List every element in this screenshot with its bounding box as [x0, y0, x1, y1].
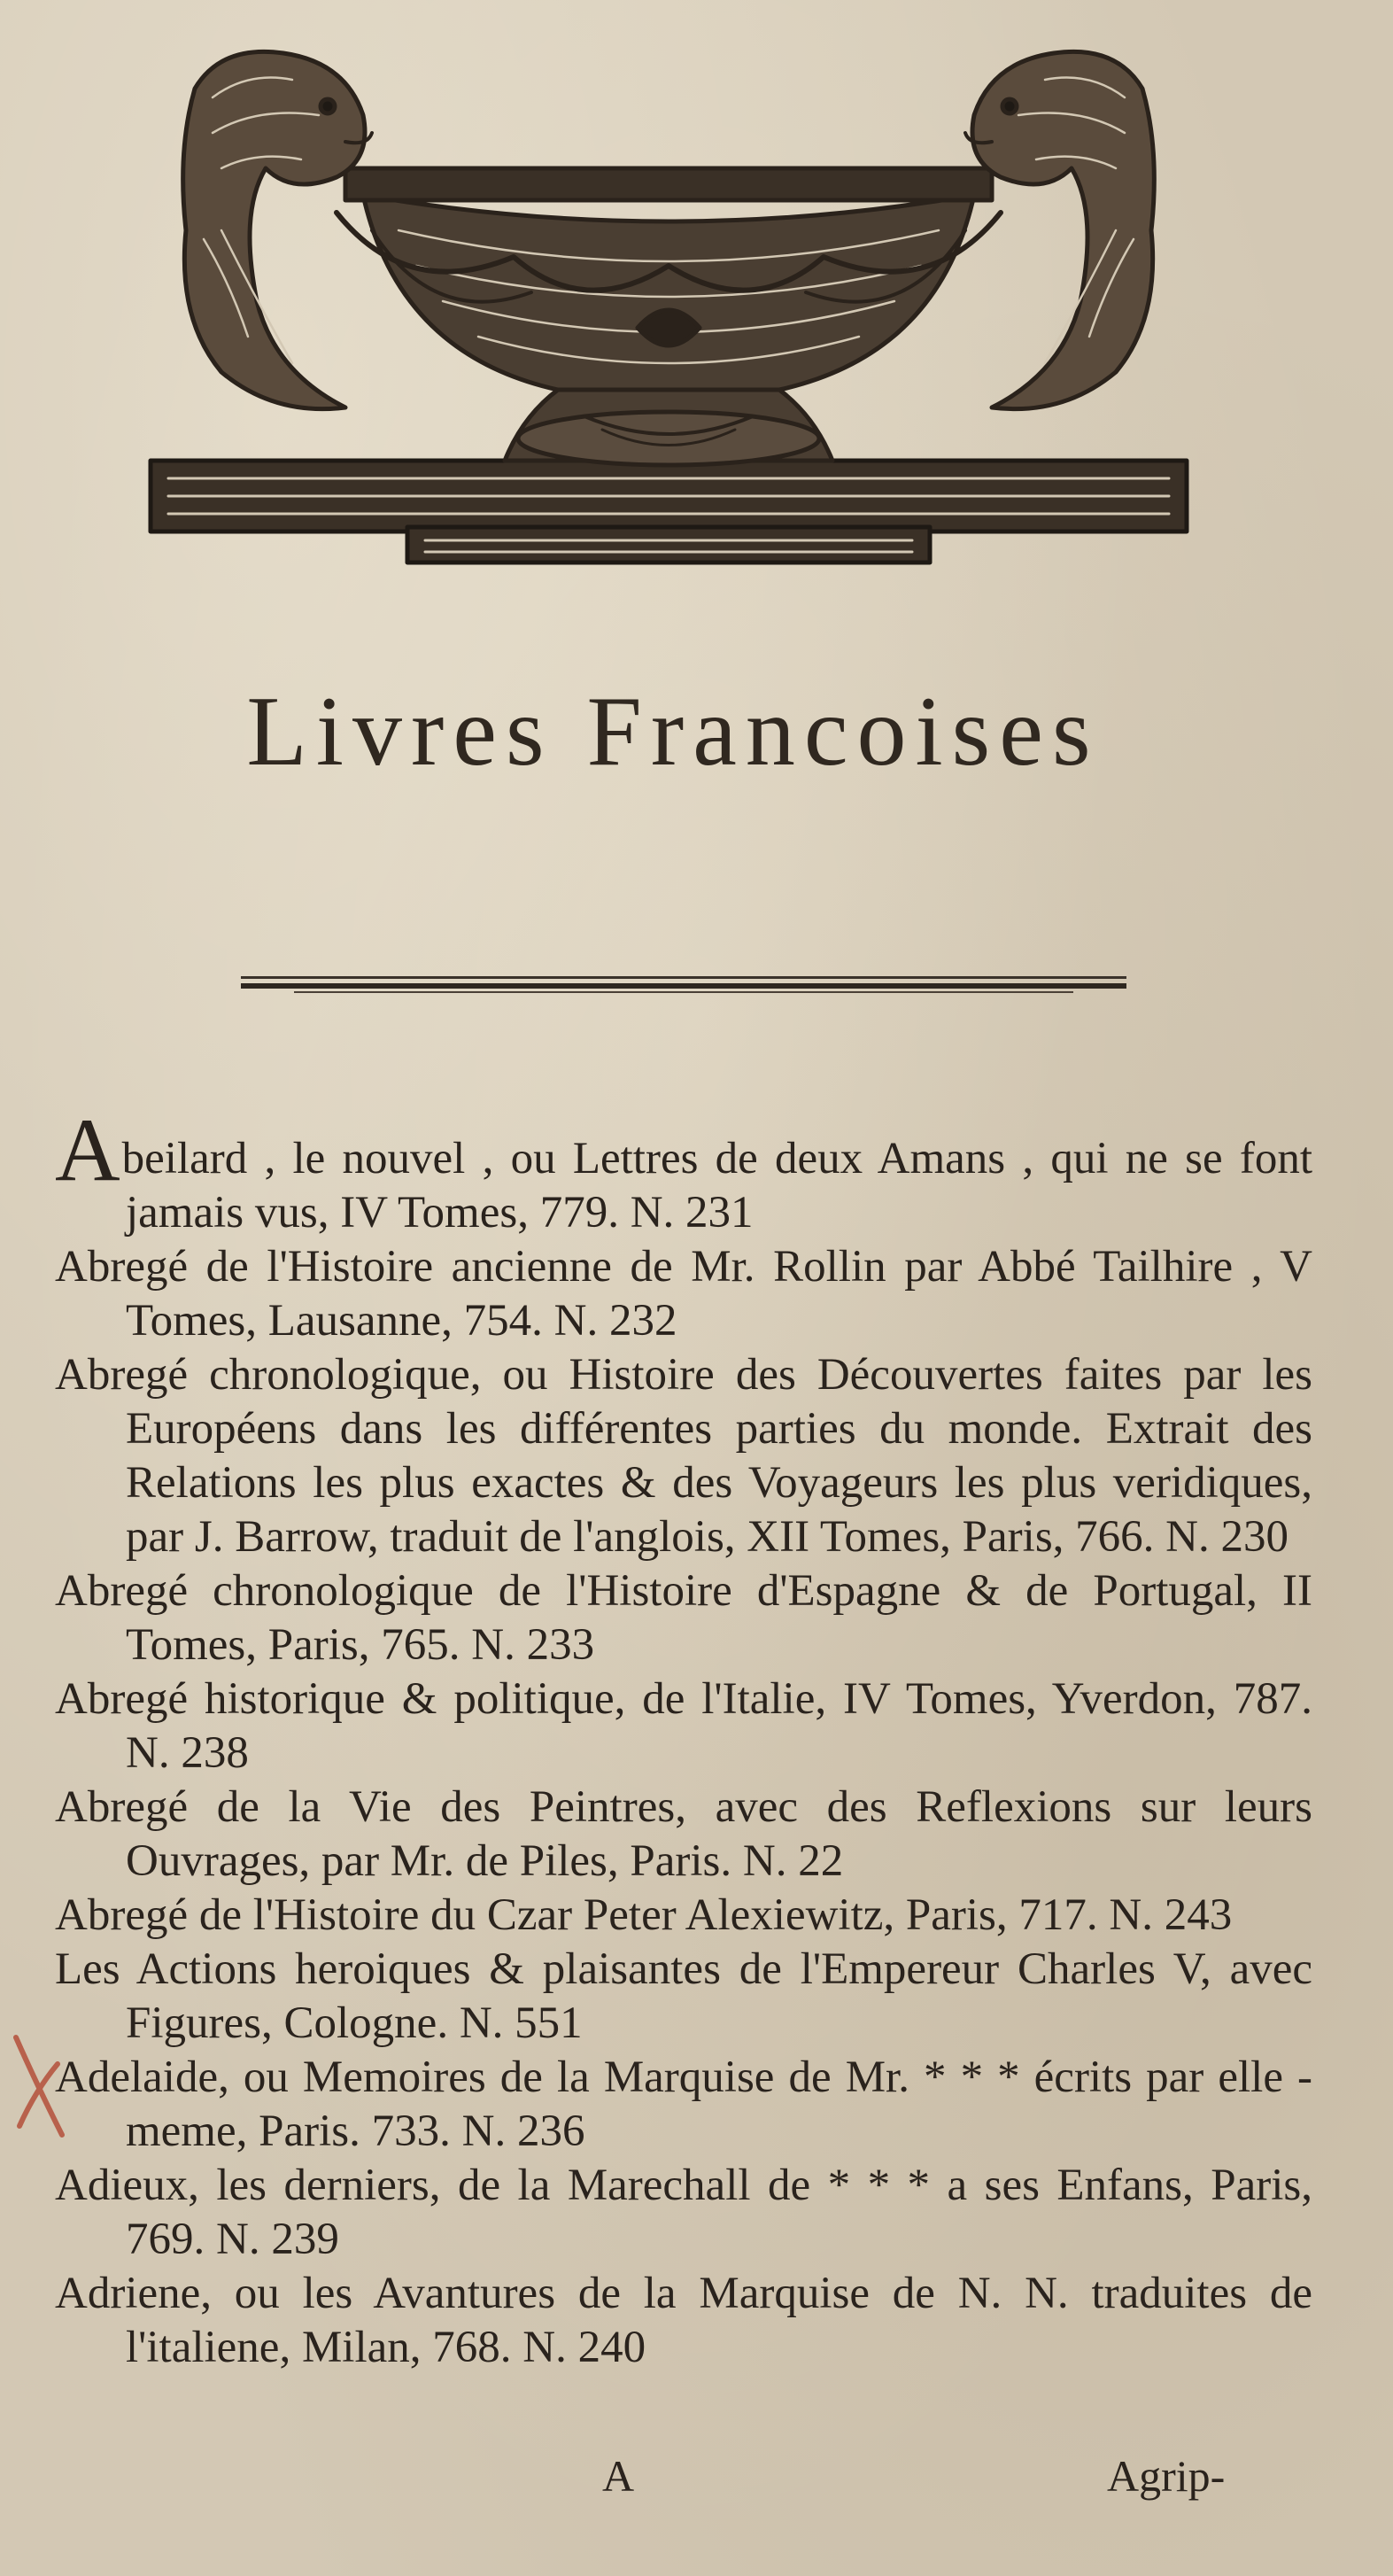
- catalogue-entry: Abregé chronologique, ou Histoire des Découvertes faites par les Européens dans les différentes parties du monde. Extrait des Relations les plus exactes & des Voyageurs les plus veridiques, par J. Barrow, traduit de l'anglois, XII Tomes, Paris, 766. N. 230: [55, 1350, 1312, 1562]
- catalogue-entry: Adriene, ou les Avantures de la Marquise de N. N. traduites de l'italiene, Milan, 768. N. 240: [55, 2269, 1312, 2372]
- catalogue-entries: [55, 1100, 1312, 2375]
- catalogue-entry: Abregé de l'Histoire ancienne de Mr. Rollin par Abbé Tailhire , V Tomes, Lausanne, 754. N. 232: [55, 1242, 1312, 1346]
- catalogue-entry: Abregé historique & politique, de l'Italie, IV Tomes, Yverdon, 787. N. 238: [55, 1674, 1312, 1778]
- catalogue-entry: Adieux, les derniers, de la Marechall de * * * a ses Enfans, Paris, 769. N. 239: [55, 2161, 1312, 2264]
- title-divider: [241, 976, 1126, 992]
- catalogue-entry: Adelaide, ou Memoires de la Marquise de Mr. * * * écrits par elle - meme, Paris. 733. N. 236: [55, 2052, 1312, 2156]
- catalogue-entry: Les Actions heroiques & plaisantes de l'Empereur Charles V, avec Figures, Cologne. N. 551: [55, 1944, 1312, 2048]
- page-title: Livres Francoises: [246, 677, 1100, 787]
- page-footer: [0, 2450, 1393, 2512]
- catchword: Agrip-: [1107, 2451, 1226, 2501]
- red-x-mark-icon: [9, 2029, 71, 2153]
- catalogue-entry: [55, 1100, 1312, 1240]
- drop-cap: A: [55, 1100, 120, 1200]
- catalogue-entry: Abregé de l'Histoire du Czar Peter Alexiewitz, Paris, 717. N. 243: [55, 1890, 1233, 1940]
- catalogue-entry: Abregé de la Vie des Peintres, avec des Reflexions sur leurs Ouvrages, par Mr. de Piles, Paris. N. 22: [55, 1782, 1312, 1886]
- lions-vignette-icon: [142, 35, 1196, 576]
- signature-mark: A: [602, 2451, 635, 2501]
- entry-text: beilard , le nouvel , ou Lettres de deux Amans , qui ne se font jamais vus, IV Tomes, 779. N. 231: [121, 1134, 1312, 1238]
- catalogue-entry: Abregé chronologique de l'Histoire d'Espagne & de Portugal, II Tomes, Paris, 765. N. 233: [55, 1566, 1312, 1670]
